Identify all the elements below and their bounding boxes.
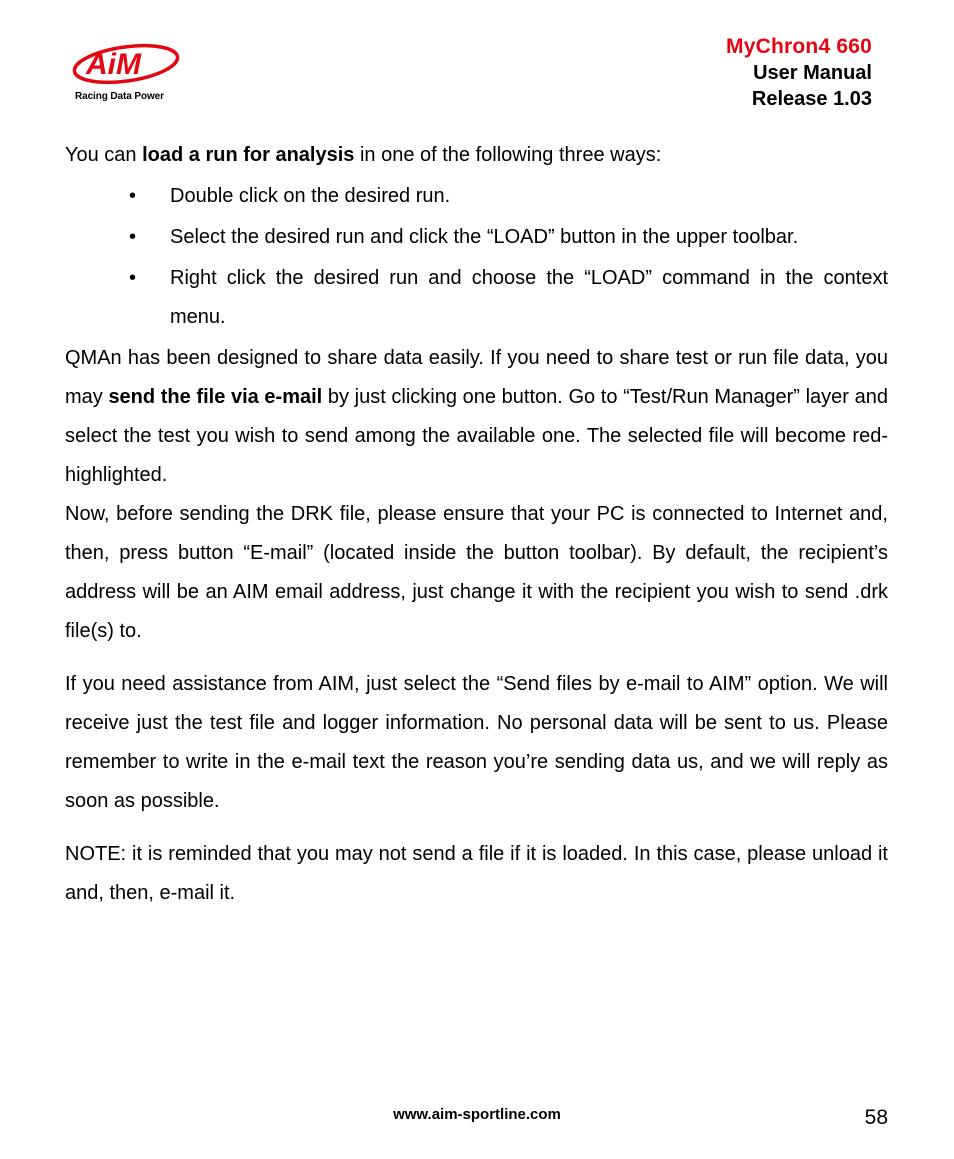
share-text: QMAn has been designed to share data easily. If you need to share test or run file data, you may [65, 347, 888, 408]
footer-url: www.aim-sportline.com [393, 1106, 561, 1123]
share-emphasis: send the file via e-mail [108, 386, 323, 408]
intro-text: You can [65, 144, 143, 166]
share-text-end: by just clicking one button. Go to “Test/Run Manager” layer and select the test you wish to send among the available one. The selected file will become red-highlighted. [65, 386, 888, 486]
list-item-text: Right click the desired run and choose the “LOAD” command in the context menu. [170, 267, 888, 328]
intro-emphasis: load a run for analysis [142, 144, 355, 166]
logo-tagline: Racing Data Power [75, 91, 164, 102]
page-body [65, 136, 888, 913]
share-paragraph [65, 339, 888, 495]
note-paragraph: NOTE: it is reminded that you may not send a file if it is loaded. In this case, please unload it and, then, e-mail it. [65, 843, 888, 904]
bullet-icon: • [129, 185, 137, 207]
list-item [65, 259, 888, 337]
list-item [65, 177, 888, 216]
svg-text:AiM: AiM [86, 48, 141, 81]
page-number: 58 [864, 1106, 888, 1129]
load-methods-list [65, 177, 888, 337]
list-item [65, 218, 888, 257]
release-version: Release 1.03 [751, 88, 872, 110]
aim-logo [70, 38, 190, 108]
list-item-text: Select the desired run and click the “LOAD” button in the upper toolbar. [170, 226, 799, 248]
product-name: MyChron4 660 [726, 35, 872, 58]
document-header [726, 34, 872, 112]
list-item-text: Double click on the desired run. [170, 185, 451, 207]
manual-title: User Manual [753, 62, 872, 84]
bullet-icon: • [129, 267, 137, 289]
aim-logo-icon [70, 38, 190, 88]
intro-text-end: in one of the following three ways: [354, 144, 662, 166]
assistance-paragraph: If you need assistance from AIM, just select the “Send files by e-mail to AIM” option. We will receive just the test file and logger information. No personal data will be sent to us. Please remember to write in the e-mail text the reason you’re sending data us, and we will reply as soon as possible. [65, 673, 888, 812]
bullet-icon: • [129, 226, 137, 248]
send-instructions-paragraph: Now, before sending the DRK file, please ensure that your PC is connected to Internet and, then, press button “E-mail” (located inside the button toolbar). By default, the recipient’s address will be an AIM email address, just change it with the recipient you wish to send .drk file(s) to. [65, 503, 888, 642]
intro-paragraph [65, 136, 888, 175]
